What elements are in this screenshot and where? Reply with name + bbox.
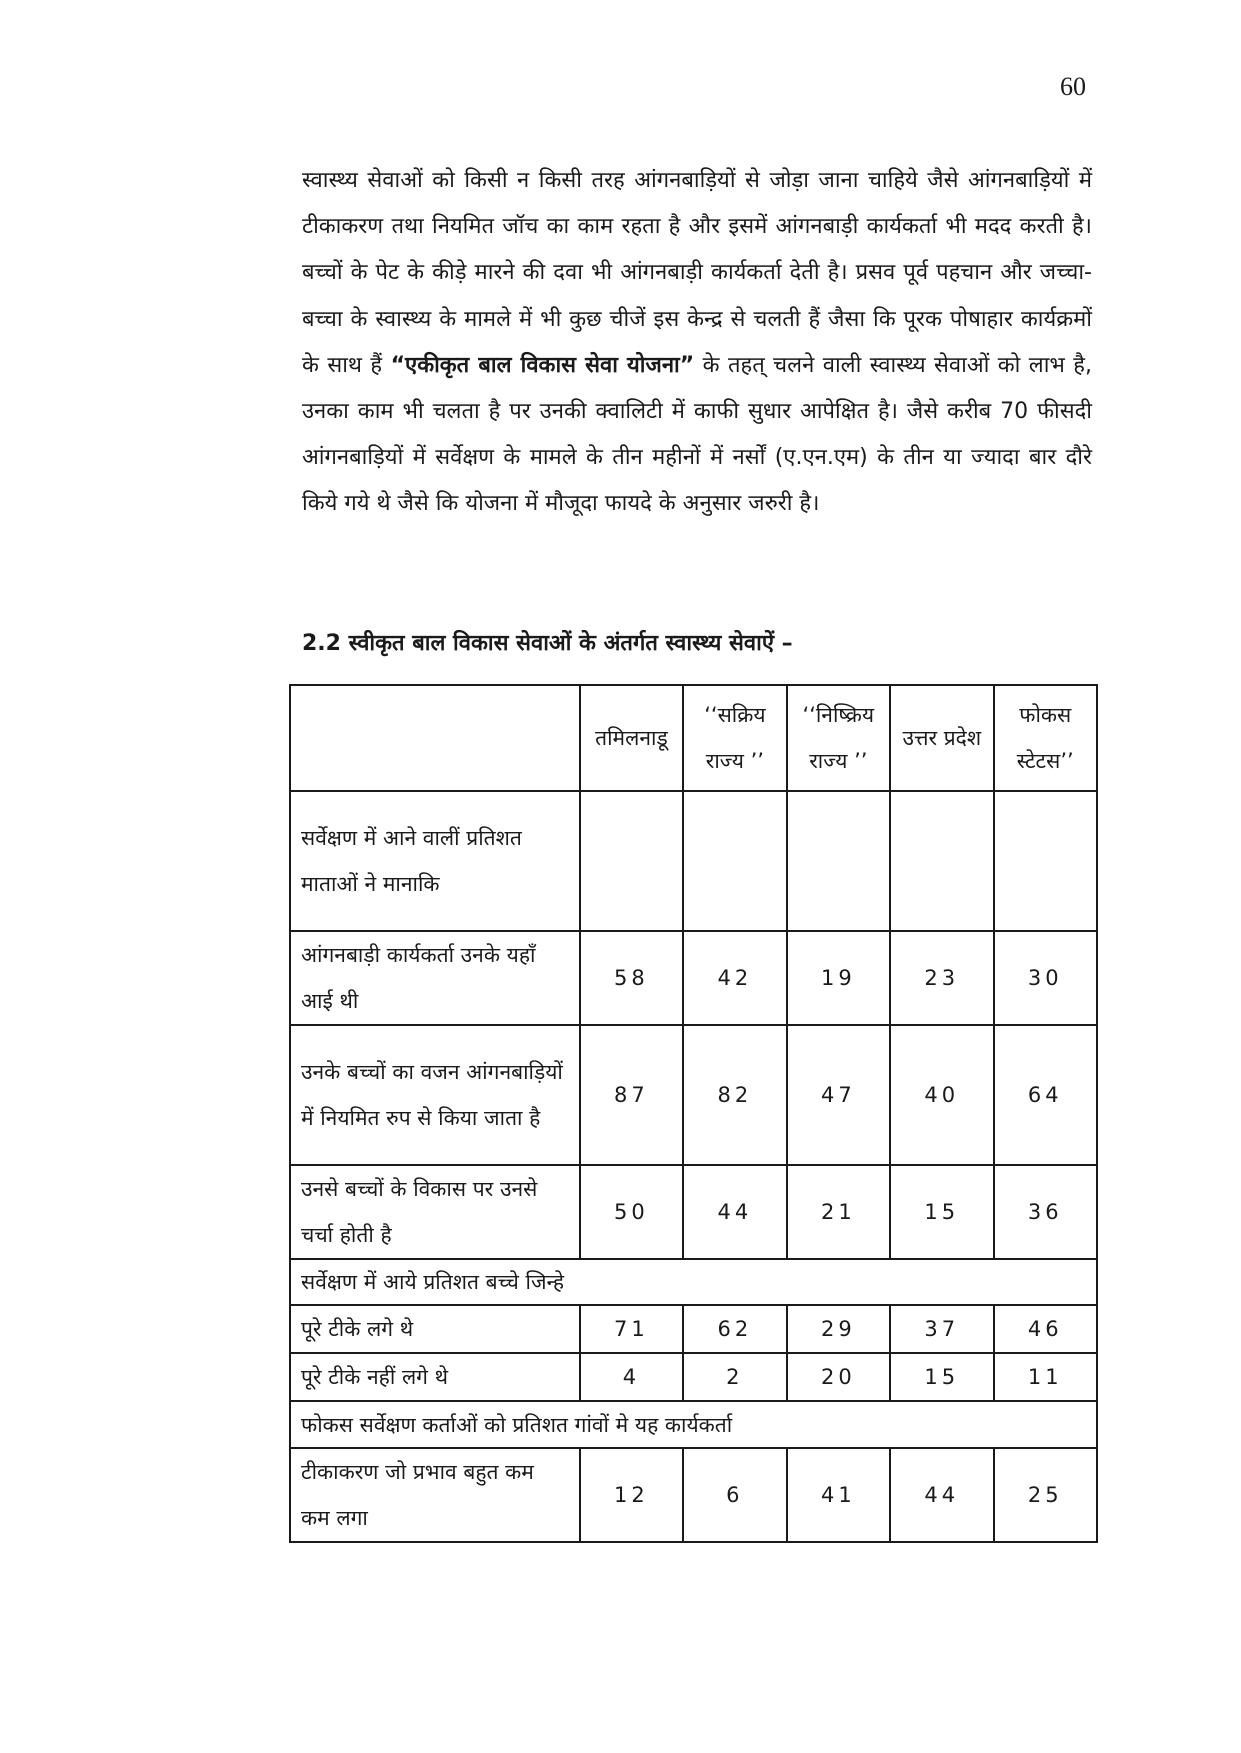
cell-value: 41 <box>787 1448 890 1542</box>
cell-value: 50 <box>580 1165 683 1259</box>
scheme-name-highlight: “एकीकृत बाल विकास सेवा योजना” <box>390 352 695 378</box>
header-focus-states: फोकस स्टेटस’’ <box>994 685 1098 791</box>
table-section-row <box>290 1259 1097 1305</box>
cell-value: 21 <box>787 1165 890 1259</box>
cell-value: 20 <box>787 1353 890 1401</box>
cell-value: 19 <box>787 931 890 1025</box>
cell-value: 29 <box>787 1305 890 1353</box>
row-label: उनके बच्चों का वजन आंगनबाड़ियों में नियमित रुप से किया जाता है <box>290 1025 580 1165</box>
table-row <box>290 1448 1097 1542</box>
cell-value: 46 <box>994 1305 1098 1353</box>
table-row <box>290 791 1097 931</box>
cell-value: 23 <box>890 931 993 1025</box>
table-header-row <box>290 685 1097 791</box>
cell-value: 58 <box>580 931 683 1025</box>
table-row <box>290 1165 1097 1259</box>
cell-value: 2 <box>683 1353 786 1401</box>
section-row-label: फोकस सर्वेक्षण कर्ताओं को प्रतिशत गांवों मे यह कार्यकर्ता <box>290 1401 1097 1448</box>
cell-value: 36 <box>994 1165 1098 1259</box>
cell-value: 42 <box>683 931 786 1025</box>
cell-value: 87 <box>580 1025 683 1165</box>
cell-value: 4 <box>580 1353 683 1401</box>
header-inactive-states: ‘‘निष्क्रिय राज्य ’’ <box>787 685 890 791</box>
header-tamilnadu: तमिलनाडू <box>580 685 683 791</box>
table-row <box>290 1025 1097 1165</box>
page-number: 60 <box>1060 72 1086 101</box>
cell-value: 11 <box>994 1353 1098 1401</box>
table-section-row <box>290 1401 1097 1448</box>
cell-value: 12 <box>580 1448 683 1542</box>
cell-value: 82 <box>683 1025 786 1165</box>
table-row <box>290 1305 1097 1353</box>
cell-value: 6 <box>683 1448 786 1542</box>
row-label: सर्वेक्षण में आने वालीं प्रतिशत माताओं ने मानाकि <box>290 791 580 931</box>
cell-value <box>683 791 786 931</box>
section-heading: 2.2 स्वीकृत बाल विकास सेवाओं के अंतर्गत स्वास्थ्य सेवाऐं – <box>302 631 793 656</box>
section-row-label: सर्वेक्षण में आये प्रतिशत बच्चे जिन्हे <box>290 1259 1097 1305</box>
body-paragraph <box>302 158 1092 528</box>
cell-value: 40 <box>890 1025 993 1165</box>
cell-value: 15 <box>890 1165 993 1259</box>
cell-value: 62 <box>683 1305 786 1353</box>
cell-value: 25 <box>994 1448 1098 1542</box>
row-label: आंगनबाड़ी कार्यकर्ता उनके यहाँ आई थी <box>290 931 580 1025</box>
header-uttar-pradesh: उत्तर प्रदेश <box>890 685 993 791</box>
cell-value <box>787 791 890 931</box>
table-row <box>290 1353 1097 1401</box>
cell-value: 47 <box>787 1025 890 1165</box>
row-label: पूरे टीके लगे थे <box>290 1305 580 1353</box>
cell-value <box>994 791 1098 931</box>
cell-value: 37 <box>890 1305 993 1353</box>
cell-value <box>580 791 683 931</box>
table-row <box>290 931 1097 1025</box>
health-services-table <box>289 684 1098 1543</box>
row-label: पूरे टीके नहीं लगे थे <box>290 1353 580 1401</box>
header-active-states: ‘‘सक्रिय राज्य ’’ <box>683 685 786 791</box>
cell-value: 44 <box>890 1448 993 1542</box>
cell-value: 30 <box>994 931 1098 1025</box>
cell-value: 44 <box>683 1165 786 1259</box>
cell-value: 15 <box>890 1353 993 1401</box>
cell-value: 71 <box>580 1305 683 1353</box>
paragraph-text-after: के तहत् चलने वाली स्वास्थ्य सेवाओं को लाभ है, उनका काम भी चलता है पर उनकी क्वालिटी में काफी सुधार आपेक्षित है। जैसे करीब 70 फीसदी आंगनबाड़ियों में सर्वेक्षण के मामले के तीन महीनों में नर्सों (ए.एन.एम) के तीन या ज्यादा बार दौरे किये गये थे जैसे कि योजना में मौजूदा फायदे के अनुसार जरुरी है। <box>302 352 1092 517</box>
row-label: उनसे बच्चों के विकास पर उनसे चर्चा होती है <box>290 1165 580 1259</box>
paragraph-text-before: स्वास्थ्य सेवाओं को किसी न किसी तरह आंगनबाड़ियों से जोड़ा जाना चाहिये जैसे आंगनबाड़ियों में टीकाकरण तथा नियमित जॉच का काम रहता है और इसमें आंगनबाड़ी कार्यकर्ता भी मदद करती है। बच्चों के पेट के कीड़े मारने की दवा भी आंगनबाड़ी कार्यकर्ता देती है। प्रसव पूर्व पहचान और जच्चा-बच्चा के स्वास्थ्य के मामले में भी कुछ चीजें इस केन्द्र से चलती हैं जैसा कि पूरक पोषाहार कार्यक्रमों के साथ हैं <box>302 168 1092 378</box>
row-label: टीकाकरण जो प्रभाव बहुत कम कम लगा <box>290 1448 580 1542</box>
cell-value <box>890 791 993 931</box>
cell-value: 64 <box>994 1025 1098 1165</box>
header-empty-cell <box>290 685 580 791</box>
